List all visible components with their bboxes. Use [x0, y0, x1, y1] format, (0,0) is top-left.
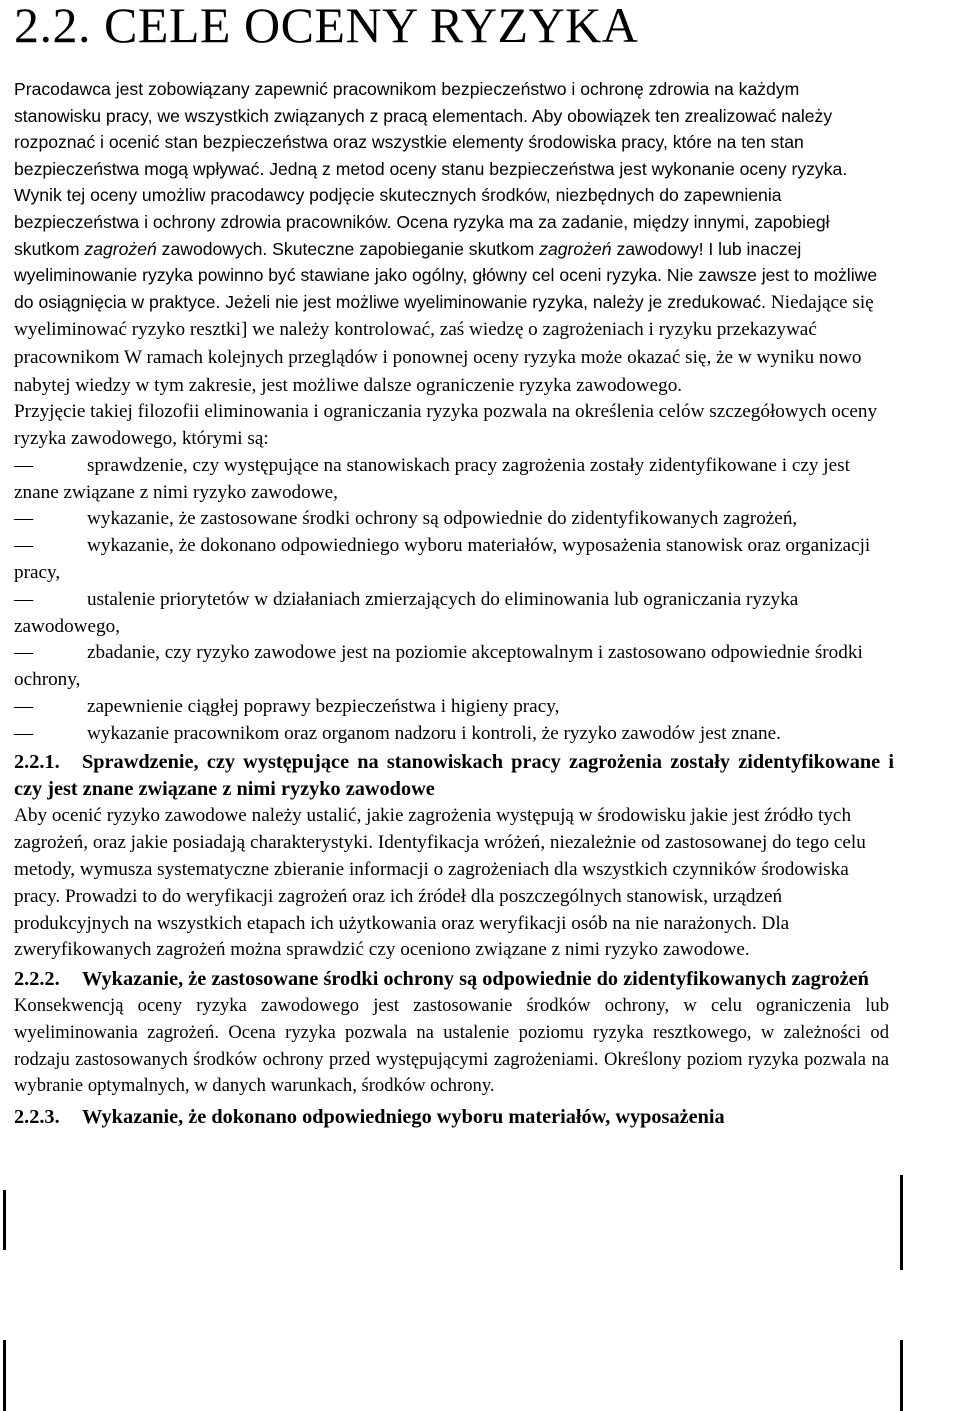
goals-list: [14, 453, 894, 748]
margin-bar-right-lower: [900, 1340, 903, 1411]
italic-term-2: zagrożeń: [539, 238, 612, 259]
list-item: [14, 533, 894, 587]
intro-text-2: zawodowych. Skuteczne zapobieganie skutkom: [156, 238, 540, 259]
list-item-text: wykazanie pracownikom oraz organom nadzoru i kontroli, że ryzyko zawodów jest znane.: [87, 722, 781, 744]
section-number: 2.2.3.: [14, 1106, 60, 1129]
dash-bullet: —: [14, 535, 34, 557]
list-item: [14, 506, 894, 533]
section-number: 2.2.2.: [14, 968, 60, 991]
list-item-text: wykazanie, że zastosowane środki ochrony są odpowiednie do zidentyfikowanych zagrożeń,: [87, 508, 798, 530]
section-title: Sprawdzenie, czy występujące na stanowiskach pracy zagrożenia zostały zidentyfikowane i czy jest znane związane z nimi ryzyko zawodowe: [14, 751, 894, 801]
document-page: [14, 0, 894, 1131]
margin-bar-left-lower: [3, 1340, 6, 1411]
section-number: 2.2.1.: [14, 751, 60, 774]
dash-bullet: —: [14, 695, 34, 717]
intro-paragraph: [14, 76, 884, 399]
margin-bar-left-upper: [3, 1190, 6, 1250]
section-heading-2-2-2: [14, 966, 894, 993]
section-title: Wykazanie, że dokonano odpowiedniego wyboru materiałów, wyposażenia: [82, 1106, 725, 1129]
dash-bullet: —: [14, 508, 34, 530]
section-heading-2-2-3: [14, 1104, 894, 1131]
section-body: Konsekwencją oceny ryzyka zawodowego jest zastosowanie środków ochrony, w celu ograniczenia lub wyeliminowania zagrożeń. Ocena ryzyka pozwala na ustalenie poziomu ryzyka resztkowego, w zależności od rodzaju zastosowanych środków ochrony przed występującymi zagrożeniami. Określony poziom ryzyka pozwala na wybranie optymalnych, w danych warunkach, środków ochrony.: [14, 995, 889, 1097]
list-item: [14, 453, 894, 507]
list-item-text: ustalenie priorytetów w działaniach zmierzających do eliminowania lub ograniczania ryzyka zawodowego,: [14, 588, 799, 637]
section-body: Aby ocenić ryzyko zawodowe należy ustalić, jakie zagrożenia występują w środowisku jakie jest źródło tych zagrożeń, oraz jakie posiadają charakterystyki. Identyfikacja wróżeń, niezależnie od zastosowanej do tego celu metody, wymusza systematyczne zbieranie informacji o zagrożeniach dla wszystkich czynników środowiska pracy. Prowadzi to do weryfikacji zagrożeń oraz ich źródeł dla poszczególnych stanowisk, urządzeń produkcyjnych na wszystkich etapach ich użytkowania oraz weryfikacji osób na nie narażonych. Dla zweryfikowanych zagrożeń można sprawdzić czy oceniono związane z nimi ryzyko zawodowe.: [14, 805, 866, 961]
goals-intro: Przyjęcie takiej filozofii eliminowania i ograniczania ryzyka pozwala na określenia celów szczegółowych oceny ryzyka zawodowego, którymi są:: [14, 401, 878, 449]
margin-bar-right-upper: [900, 1175, 903, 1270]
section-heading-2-2-1: [14, 749, 894, 803]
intro-text-4: Niedające się wyeliminować ryzyko resztki] we należy kontrolować, zaś wiedzę o zagrożeniach i ryzyku przekazywać pracownikom W ramach kolejnych przeglądów i ponownej oceny ryzyka może okazać się, że w wyniku nowo nabytej wiedzy w tym zakresie, jest możliwe dalsze ograniczenie ryzyka zawodowego.: [14, 291, 874, 396]
page-title: 2.2. CELE OCENY RYZYKA: [14, 0, 639, 52]
intro-text-3: zawodowy! I lub inaczej wyeliminowanie ryzyka powinno być stawiane jako ogólny, główny cel oceni ryzyka. Nie zawsze jest to możliwe do osiągnięcia w praktyce. Jeżeli nie jest możliwe wyeliminowanie ryzyka, należy je zredukować.: [14, 238, 878, 312]
intro-text: Pracodawca jest zobowiązany zapewnić pracownikom bezpieczeństwo i ochronę zdrowia na każdym stanowisku pracy, we wszystkich związanych z pracą elementach. Aby obowiązek ten zrealizować należy rozpoznać i ocenić stan bezpieczeństwa oraz wszystkie elementy środowiska pracy, które na ten stan bezpieczeństwa mogą wpływać. Jedną z metod oceny stanu bezpieczeństwa jest wykonanie oceny ryzyka. Wynik tej oceny umożliw pracodawcy podjęcie skutecznych środków, niezbędnych do zapewnienia bezpieczeństwa i ochrony zdrowia pracowników. Ocena ryzyka ma za zadanie, między innymi, zapobiegł skutkom: [14, 79, 848, 259]
list-item-text: sprawdzenie, czy występujące na stanowiskach pracy zagrożenia zostały zidentyfikowane i czy jest znane związane z nimi ryzyko zawodowe,: [14, 454, 850, 503]
italic-term: zagrożeń: [84, 238, 157, 259]
list-item-text: wykazanie, że dokonano odpowiedniego wyboru materiałów, wyposażenia stanowisk oraz organizacji pracy,: [14, 535, 871, 583]
dash-bullet: —: [14, 642, 34, 664]
section-title: Wykazanie, że zastosowane środki ochrony są odpowiednie do zidentyfikowanych zagrożeń: [82, 968, 869, 991]
list-item: [14, 587, 894, 641]
list-item: [14, 721, 894, 748]
dash-bullet: —: [14, 588, 34, 610]
list-item: [14, 640, 894, 694]
dash-bullet: —: [14, 722, 34, 744]
list-item-text: zbadanie, czy ryzyko zawodowe jest na poziomie akceptowalnym i zastosowano odpowiednie środki ochrony,: [14, 642, 863, 691]
list-item-text: zapewnienie ciągłej poprawy bezpieczeństwa i higieny pracy,: [87, 695, 560, 717]
list-item: [14, 694, 894, 721]
dash-bullet: —: [14, 454, 34, 476]
